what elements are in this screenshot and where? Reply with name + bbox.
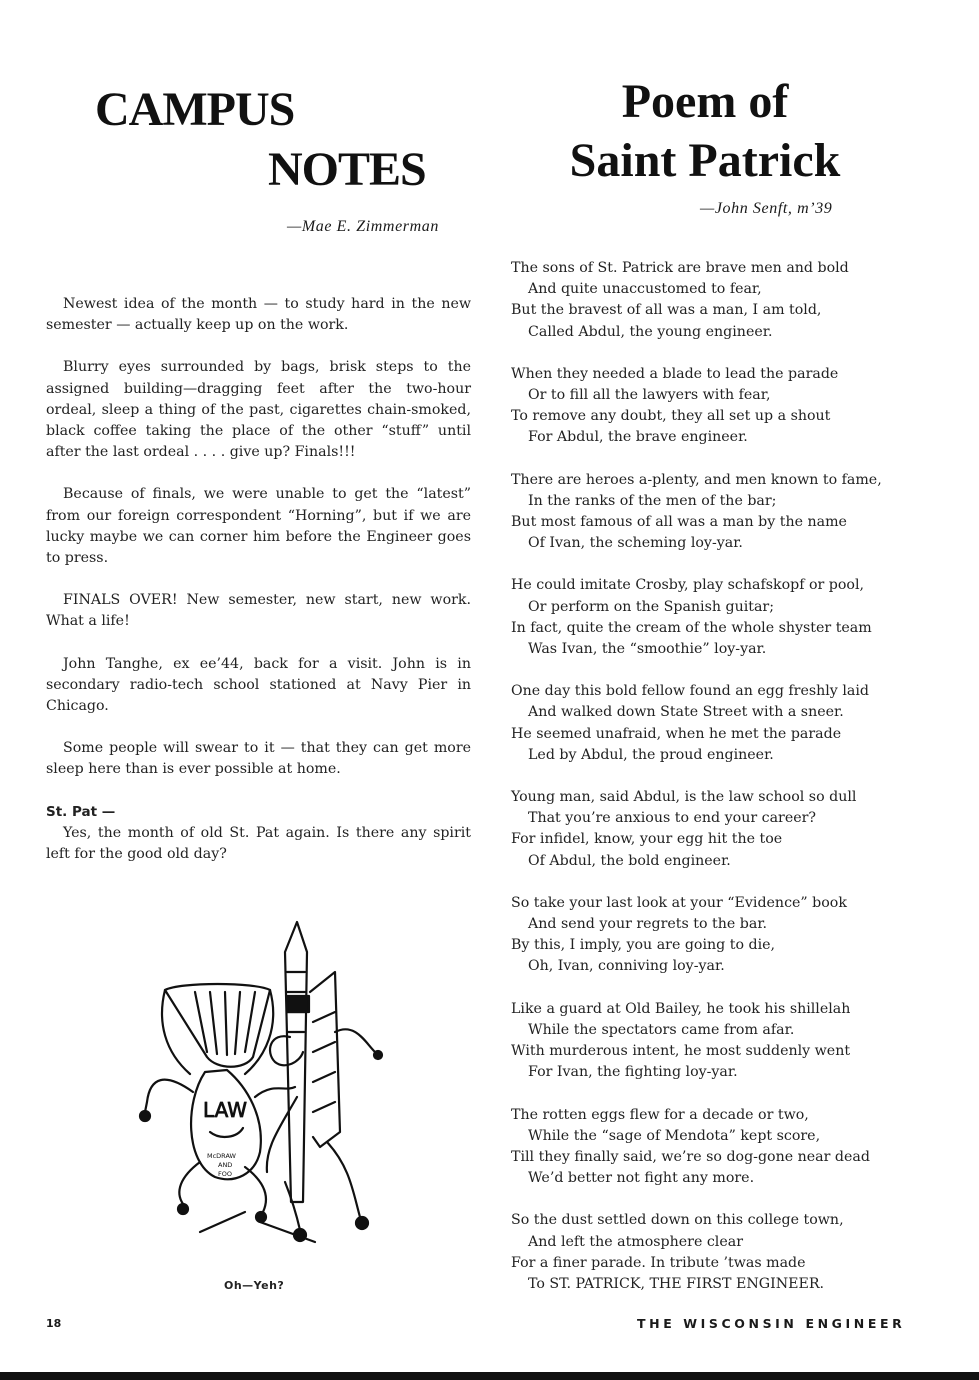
poem-title-line1: Poem of [621,75,789,128]
bottle-label-line2: AND [218,1161,233,1169]
campus-notes-title-line1: CAMPUS [95,83,295,136]
poem-line: While the spectators came from afar. [528,1021,795,1038]
law-label: LAW [203,1098,247,1122]
poem-line: Of Abdul, the bold engineer. [528,852,731,869]
poem-line: He seemed unafraid, when he met the parade [511,725,842,742]
bottle-label-line1: McDRAW [207,1152,236,1160]
poem-stanza [511,1210,911,1295]
poem-line: One day this bold fellow found an egg freshly laid [511,683,869,700]
poem-stanza [511,470,911,555]
poem-line: He could imitate Crosby, play schafskopf or pool, [511,577,865,594]
poem-line: For Ivan, the fighting loy-yar. [528,1064,738,1081]
poem-title-line2: Saint Patrick [569,134,841,187]
poem-stanza [511,999,911,1084]
poem-line: And left the atmosphere clear [528,1233,743,1250]
poem-line: Led by Abdul, the proud engineer. [528,746,774,763]
poem-line: Called Abdul, the young engineer. [528,323,773,340]
poem-stanza [511,893,911,978]
poem-line: For Abdul, the brave engineer. [528,429,748,446]
notes-paragraph: Because of finals, we were unable to get the “latest” from our foreign correspondent “Horning”, but if we are lucky maybe we can corner him before the Engineer goes to press. [46,486,471,567]
poem-line: We’d better not fight any more. [528,1170,755,1187]
notes-paragraph: John Tanghe, ex ee’44, back for a visit. John is in secondary radio-tech school stationed at Navy Pier in Chicago. [46,655,471,715]
poem-line: Or to fill all the lawyers with fear, [528,387,771,404]
poem-line: With murderous intent, he most suddenly went [511,1043,851,1060]
magazine-title: THE WISCONSIN ENGINEER [637,1316,906,1331]
poem-line: But most famous of all was a man by the name [511,514,847,531]
poem-line: By this, I imply, you are going to die, [511,937,776,954]
poem-line: And quite unaccustomed to fear, [528,281,762,298]
poem-line: Young man, said Abdul, is the law school so dull [511,789,857,806]
poem-line: For a finer parade. In tribute ’twas made [511,1254,806,1271]
poem-stanza [511,364,911,449]
poem-line: Was Ivan, the “smoothie” loy-yar. [528,641,767,658]
poem-line: To ST. PATRICK, THE FIRST ENGINEER. [528,1275,825,1292]
poem-line: So the dust settled down on this college town, [511,1212,844,1229]
notes-paragraph: FINALS OVER! New semester, new start, new work. What a life! [46,592,471,630]
poem-line: To remove any doubt, they all set up a shout [511,408,831,425]
poem-body [511,258,911,1316]
poem-byline: —John Senft, m’39 [700,200,833,217]
poem-line: Of Ivan, the scheming loy-yar. [528,535,743,552]
st-pat-paragraph: Yes, the month of old St. Pat again. Is there any spirit left for the good old day? [46,824,471,863]
poem-line: And send your regrets to the bar. [528,916,768,933]
poem-line: In the ranks of the men of the bar; [528,492,777,509]
st-pat-subhead: St. Pat — [46,803,116,820]
notes-paragraph: Blurry eyes surrounded by bags, brisk steps to the assigned building—dragging feet after the two-hour ordeal, sleep a thing of the past, cigarettes chain-smoked, black coffee taking the place of the other “stuff” until after the last ordeal . . . . give up? Finals!!! [46,359,471,461]
bottle-label-line3: FOO [218,1170,232,1178]
poem-line: So take your last look at your “Evidence” book [511,894,847,911]
page-bottom-edge [0,1372,979,1380]
poem-line: Or perform on the Spanish guitar; [528,598,774,615]
poem-line: For infidel, know, your egg hit the toe [511,831,783,848]
poem-stanza [511,787,911,872]
poem-stanza [511,258,911,343]
campus-notes-byline: —Mae E. Zimmerman [287,218,439,235]
campus-notes-title-line2: NOTES [268,143,426,196]
cartoon-illustration [135,912,385,1262]
poem-line: Oh, Ivan, conniving loy-yar. [528,958,725,975]
poem-line: Till they finally said, we’re so dog-gone near dead [511,1148,870,1165]
cartoon-caption: Oh—Yeh? [224,1279,285,1292]
poem-line: Like a guard at Old Bailey, he took his shillelah [511,1000,851,1017]
poem-line: And walked down State Street with a sneer. [528,704,844,721]
poem-stanza [511,575,911,660]
notes-paragraph: Newest idea of the month — to study hard in the new semester — actually keep up on the work. [46,296,471,334]
poem-stanza [511,681,911,766]
poem-line: That you’re anxious to end your career? [528,810,816,827]
poem-line: When they needed a blade to lead the parade [511,365,839,382]
poem-line: While the “sage of Mendota” kept score, [528,1127,821,1144]
notes-paragraph: Some people will swear to it — that they can get more sleep here than is ever possible at home. [46,740,471,778]
poem-line: The rotten eggs flew for a decade or two, [511,1106,809,1123]
poem-line: But the bravest of all was a man, I am told, [511,302,822,319]
poem-line: In fact, quite the cream of the whole shyster team [511,619,872,636]
poem-line: The sons of St. Patrick are brave men and bold [511,260,849,276]
page-number: 18 [46,1317,62,1330]
poem-line: There are heroes a-plenty, and men known to fame, [511,471,882,488]
campus-notes-body [46,294,471,886]
poem-stanza [511,1105,911,1190]
